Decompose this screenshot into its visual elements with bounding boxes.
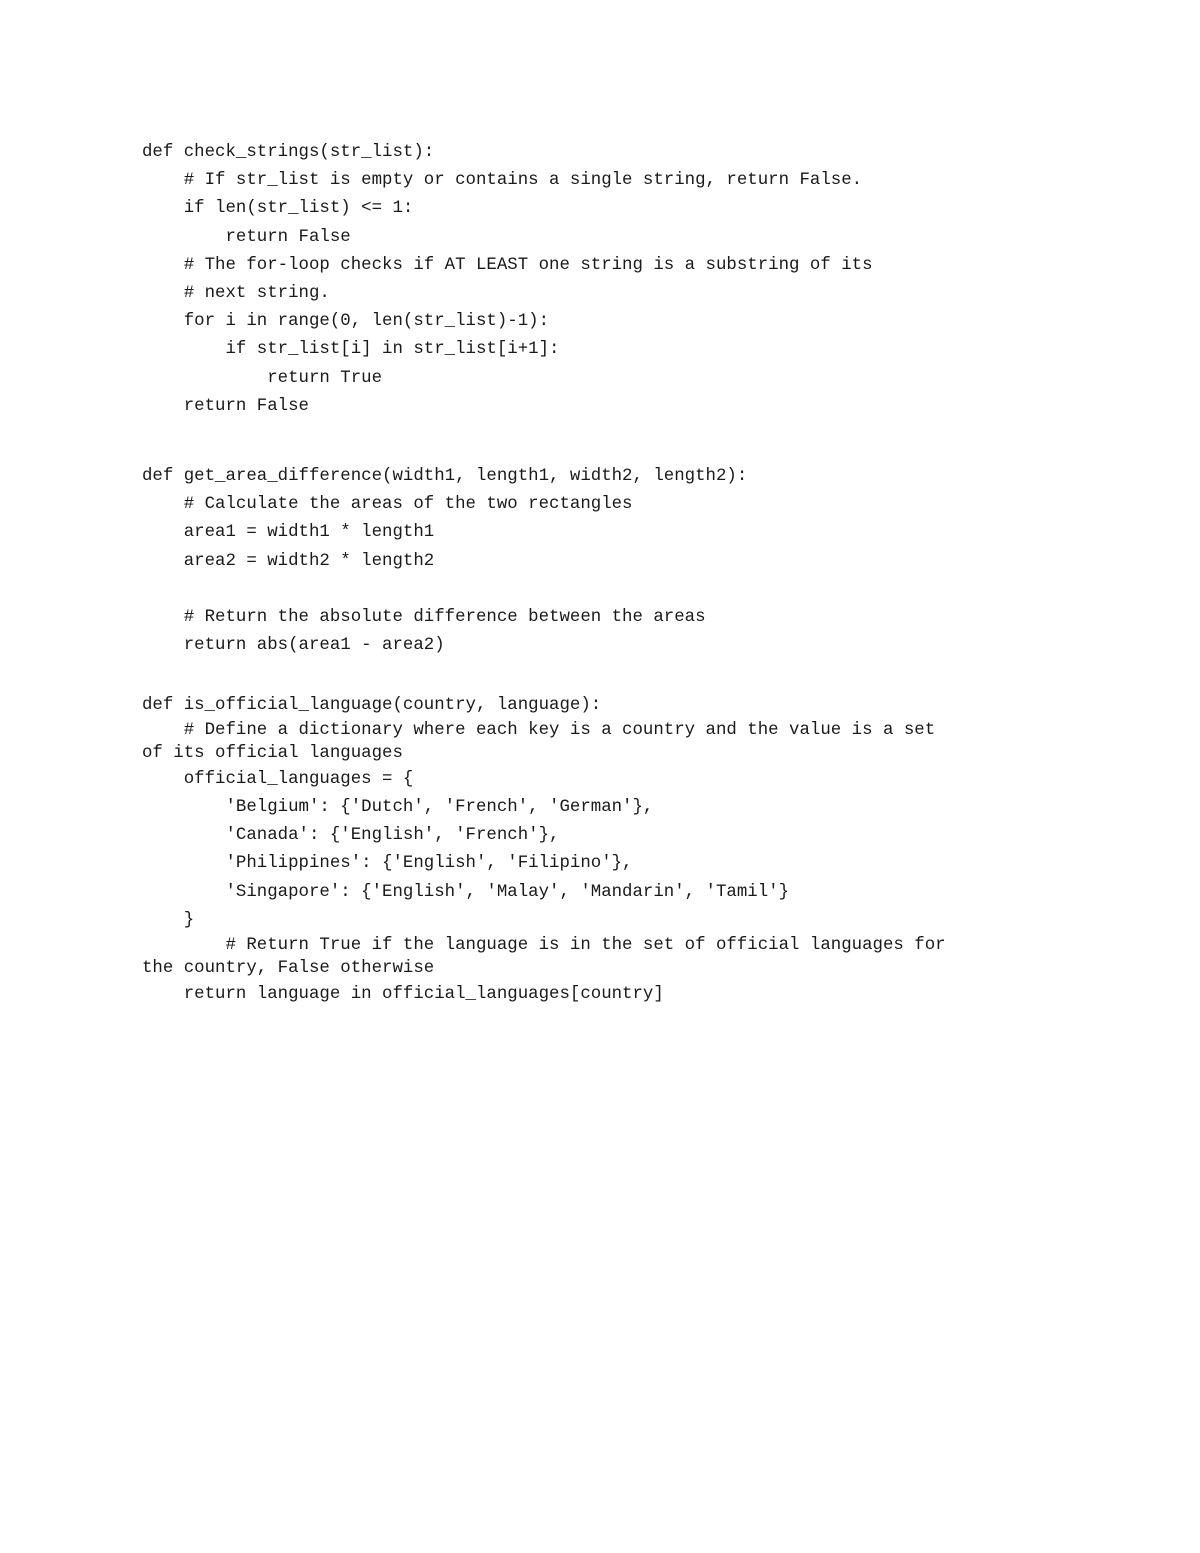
code-line: return abs(area1 - area2) [142, 636, 445, 656]
code-line: } [142, 910, 195, 930]
code-line: if str_list[i] in str_list[i+1]: [142, 340, 560, 360]
code-line: official_languages = { [142, 769, 414, 789]
code-line: def get_area_difference(width1, length1, width2, length2): [142, 467, 748, 486]
code-block-check-strings [142, 139, 1062, 421]
code-comment-line: # Define a dictionary where each key is a country and the value is a set of its official languages [142, 721, 936, 763]
code-line: area1 = width1 * length1 [142, 523, 435, 543]
code-blank-line [142, 576, 1062, 604]
code-comment-line: # next string. [142, 283, 330, 303]
code-line: for i in range(0, len(str_list)-1): [142, 312, 550, 332]
code-line: 'Canada': {'English', 'French'}, [142, 826, 560, 846]
code-line: if len(str_list) <= 1: [142, 199, 414, 219]
code-comment-line: # Calculate the areas of the two rectangles [142, 495, 633, 515]
code-block-is-official-language [142, 692, 1062, 1009]
code-comment-line: # The for-loop checks if AT LEAST one string is a substring of its [142, 255, 873, 275]
code-line: return True [142, 368, 383, 388]
code-line: area2 = width2 * length2 [142, 551, 435, 571]
code-line: return False [142, 227, 351, 247]
code-line: def check_strings(str_list): [142, 143, 435, 162]
code-block-get-area-difference [142, 463, 1062, 660]
code-comment-line: # Return True if the language is in the set of official languages for the country, False otherwise [142, 935, 946, 978]
code-line: return language in official_languages[country] [142, 984, 664, 1004]
code-comment-line: # If str_list is empty or contains a single string, return False. [142, 171, 863, 191]
code-comment-line: # Return the absolute difference between the areas [142, 607, 706, 627]
code-line: 'Philippines': {'English', 'Filipino'}, [142, 854, 633, 874]
code-line: def is_official_language(country, language): [142, 696, 602, 715]
code-line: 'Singapore': {'English', 'Malay', 'Mandarin', 'Tamil'} [142, 882, 790, 902]
code-line: 'Belgium': {'Dutch', 'French', 'German'}, [142, 797, 654, 817]
code-line: return False [142, 396, 309, 416]
